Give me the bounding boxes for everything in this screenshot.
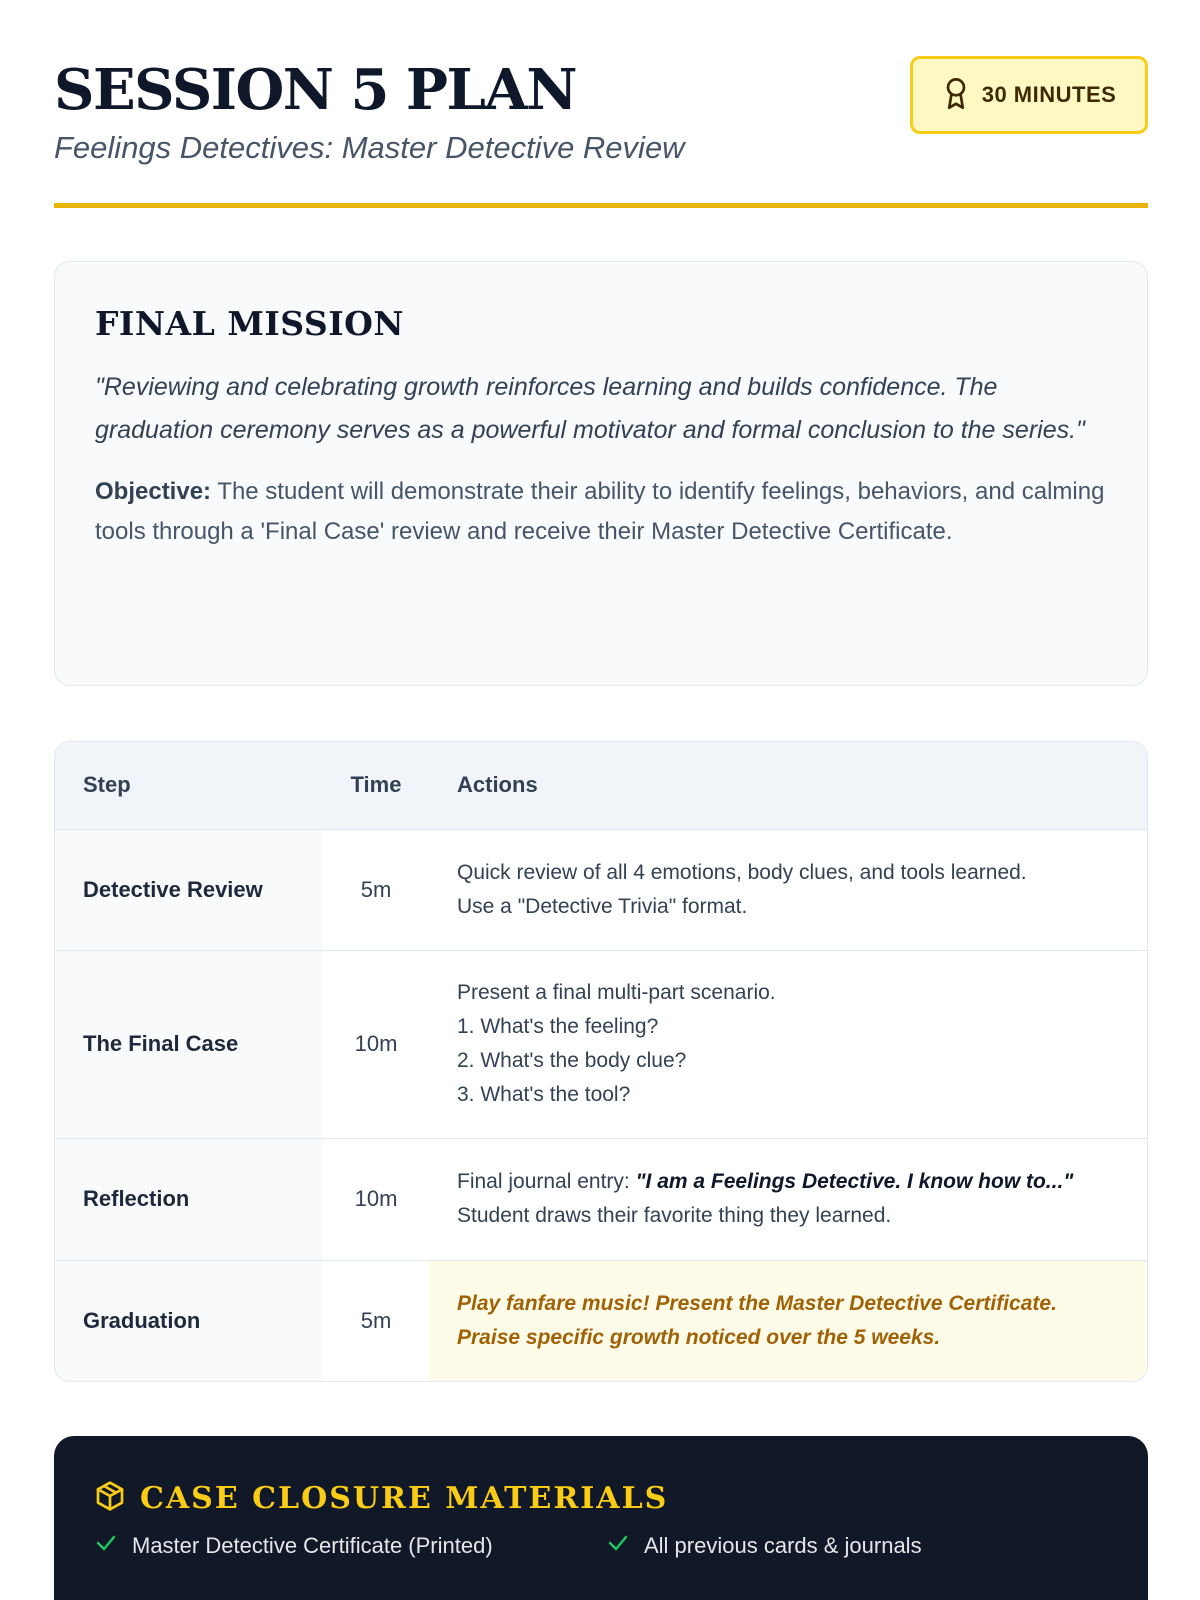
step-cell: The Final Case (55, 950, 323, 1138)
final-mission-card (54, 261, 1148, 686)
table-row (55, 1260, 1148, 1382)
time-cell: 5m (323, 1260, 429, 1382)
mission-heading: FINAL MISSION (95, 304, 405, 343)
header-actions: Actions (429, 742, 1148, 829)
page-header (54, 56, 1148, 208)
page-title: SESSION 5 PLAN (54, 57, 577, 123)
materials-heading (94, 1480, 668, 1517)
table-row (55, 1138, 1148, 1260)
case-closure-materials (54, 1436, 1148, 1600)
action-line: Use a "Detective Trivia" format. (457, 894, 748, 918)
package-icon (94, 1480, 126, 1517)
journal-prompt: "I am a Feelings Detective. I know how to..." (635, 1170, 1074, 1193)
action-text: Final journal entry: (457, 1170, 636, 1193)
materials-title: CASE CLOSURE MATERIALS (140, 1481, 669, 1516)
header-time: Time (323, 742, 429, 829)
table-row (55, 829, 1148, 950)
step-cell: Detective Review (55, 829, 323, 950)
duration-label: 30 MINUTES (981, 82, 1117, 107)
table-row (55, 950, 1148, 1138)
action-line: Quick review of all 4 emotions, body clues, and tools learned. (457, 860, 1027, 884)
actions-cell-highlight: Play fanfare music! Present the Master Detective Certificate. Praise specific growth noticed over the 5 weeks. (429, 1260, 1148, 1382)
actions-cell (429, 950, 1148, 1138)
check-icon (606, 1531, 630, 1561)
time-cell: 10m (323, 1138, 429, 1260)
check-icon (94, 1531, 118, 1561)
header-step: Step (55, 742, 323, 829)
page-subtitle: Feelings Detectives: Master Detective Review (54, 130, 685, 165)
award-icon (942, 76, 970, 115)
objective-label: Objective: (95, 478, 212, 505)
materials-item (94, 1531, 493, 1561)
action-text: Student draws their favorite thing they learned. (457, 1204, 892, 1227)
step-cell: Graduation (55, 1260, 323, 1382)
action-line: Present a final multi-part scenario. (457, 981, 776, 1004)
action-line: 1. What's the feeling? (457, 1015, 659, 1038)
session-steps-table (54, 741, 1148, 1382)
mission-quote: "Reviewing and celebrating growth reinforces learning and builds confidence. The graduation ceremony serves as a powerful motivator and formal conclusion to the series." (95, 373, 1085, 444)
time-cell: 5m (323, 829, 429, 950)
step-cell: Reflection (55, 1138, 323, 1260)
time-cell: 10m (323, 950, 429, 1138)
action-line: 3. What's the tool? (457, 1083, 631, 1106)
table-header-row (55, 742, 1148, 829)
objective-text: The student will demonstrate their ability to identify feelings, behaviors, and calming tools through a 'Final Case' review and receive their Master Detective Certificate. (95, 478, 1105, 545)
materials-item-label: All previous cards & journals (644, 1533, 922, 1558)
actions-cell (429, 1138, 1148, 1260)
actions-cell (429, 829, 1148, 950)
materials-item-label: Master Detective Certificate (Printed) (132, 1533, 493, 1558)
action-line: 2. What's the body clue? (457, 1049, 687, 1072)
materials-item (606, 1531, 922, 1561)
duration-badge (910, 56, 1148, 134)
mission-objective (95, 472, 1107, 552)
